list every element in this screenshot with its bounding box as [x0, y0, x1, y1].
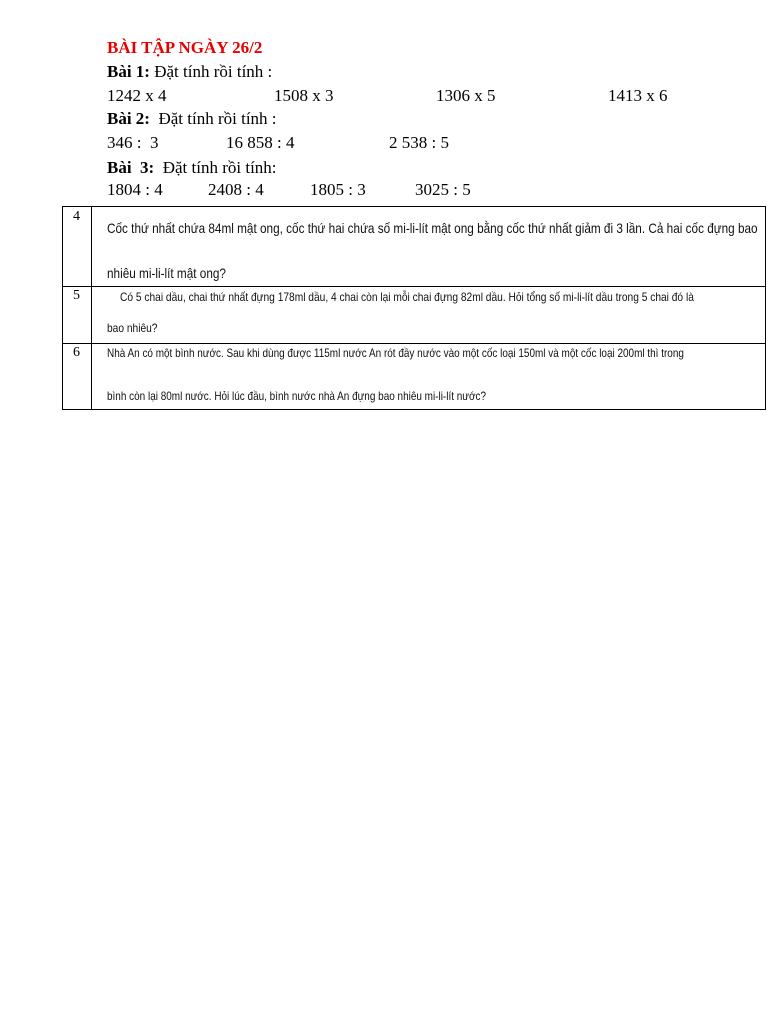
exercise-1-item: 1242 x 4 [107, 86, 167, 105]
exercise-3-heading [107, 158, 277, 178]
problem-text: bình còn lại 80ml nước. Hỏi lúc đầu, bình nước nhà An đựng bao nhiêu mi-li-lít nước? [107, 389, 487, 403]
problem-number: 6 [73, 345, 80, 360]
problem-text: nhiêu mi-li-lít mật ong? [107, 265, 226, 281]
exercise-2-item: 2 538 : 5 [389, 133, 449, 152]
exercise-3-item: 1804 : 4 [107, 180, 163, 199]
exercise-1-instruction: Đặt tính rồi tính : [149, 62, 273, 81]
exercise-2-item: 16 858 : 4 [226, 133, 295, 152]
exercise-2-heading [107, 109, 277, 129]
exercise-3-label: Bài 3: [107, 158, 155, 177]
exercise-1-item: 1508 x 3 [274, 86, 334, 105]
exercise-2-instruction: Đặt tính rồi tính : [149, 109, 277, 128]
problem-text: Cốc thứ nhất chứa 84ml mật ong, cốc thứ hai chứa số mi-li-lít mật ong bằng cốc thứ nhất giảm đi 3 lần. Cả hai cốc đựng bao [107, 220, 758, 236]
exercise-3-item: 3025 : 5 [415, 180, 471, 199]
page-title: BÀI TẬP NGÀY 26/2 [107, 38, 263, 57]
exercise-1-item: 1413 x 6 [608, 86, 668, 105]
exercise-3-instruction: Đặt tính rồi tính: [154, 158, 277, 177]
problem-number: 5 [73, 288, 80, 303]
exercise-2-item: 346 : 3 [107, 133, 159, 152]
problems-table [62, 206, 766, 410]
exercise-3-item: 1805 : 3 [310, 180, 366, 199]
problem-text: Nhà An có một bình nước. Sau khi dùng được 115ml nước An rót đầy nước vào một cốc loại 150ml và một cốc loại 200ml thì trong [107, 346, 684, 360]
problem-number: 4 [73, 209, 80, 224]
exercise-1-heading [107, 62, 272, 82]
exercise-1-item: 1306 x 5 [436, 86, 496, 105]
problem-text: bao nhiêu? [107, 321, 158, 335]
problem-text: Có 5 chai dầu, chai thứ nhất đựng 178ml dầu, 4 chai còn lại mỗi chai đựng 82ml dầu. Hỏi tổng số mi-li-lít dầu trong 5 chai đó là [120, 290, 694, 304]
exercise-2-label: Bài 2: [107, 109, 150, 128]
exercise-1-label: Bài 1: [107, 62, 150, 81]
exercise-3-item: 2408 : 4 [208, 180, 264, 199]
